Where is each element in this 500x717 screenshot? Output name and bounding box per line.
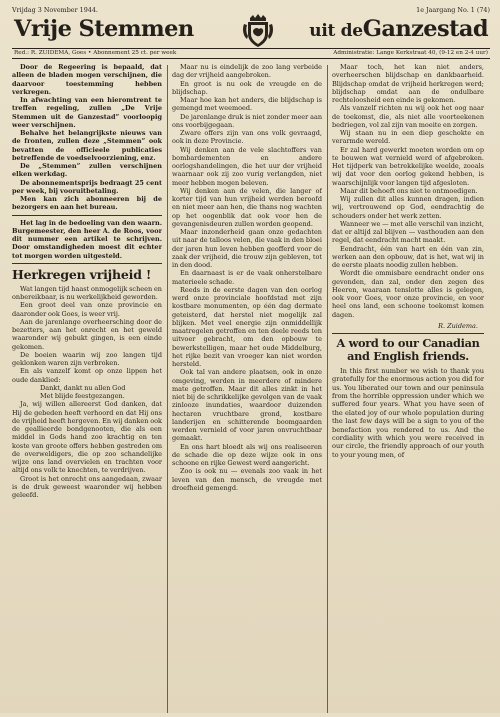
paragraph: De jarenlange druk is niet zonder meer aan ons voorbijgegaan.	[172, 112, 322, 129]
hymn-line: Dankt, dankt nu allen God	[40, 383, 126, 392]
paragraph: Maar dit behoeft ons niet te ontmoedigen.	[340, 186, 478, 195]
paragraph: Aan de jarenlange overheersching door de bezetters, aan het onrecht en het geweld waaronder wij gebukt gingen, is een einde gekomen.	[12, 317, 162, 351]
english-headline: A word to our Canadian and English friends.	[336, 335, 480, 363]
article-headline: Herkregen vrijheid !	[12, 266, 152, 282]
divider	[12, 215, 162, 216]
masthead-title-right	[309, 14, 488, 46]
masthead-title-left: Vrije Stemmen	[14, 16, 194, 42]
column-1	[12, 63, 162, 499]
author-signature: R. Zuidema.	[438, 321, 478, 330]
columns	[12, 59, 490, 717]
editorial-line	[12, 48, 490, 59]
article-body	[12, 285, 162, 500]
column-divider	[167, 65, 168, 713]
paragraph: En ons hart bloedt als wij ons realiseeren de schade die op deze wijze ook in ons schoone en rijke Gewest werd aangericht.	[172, 442, 322, 467]
paragraph: Door de Regeering is bepaald, dat alleen de bladen mogen verschijnen, die daarvoor toestemming hebben verkregen.	[12, 63, 162, 96]
paragraph: Behalve het belangrijkste nieuws van de fronten, zullen deze „Stemmen” ook bevatten de officieele publicaties betreffende de voedselvoorziening, enz.	[12, 129, 162, 162]
paragraph: De „Stemmen” zullen verschijnen elken werkdag.	[12, 162, 162, 179]
paragraph: Maar hoe kan het anders, die blijdschap is gemengd met weemoed.	[172, 96, 322, 113]
column-2	[172, 63, 322, 492]
paragraph: Eendracht, één van hart en één van zin, werken aan den opbouw, dat is het, wat wij in de eerste plaats noodig zullen hebben.	[332, 244, 484, 269]
masthead-ganzestad: Ganzestad	[362, 16, 488, 42]
paragraph: En daarnaast is er de vaak onherstelbare materieele schade.	[172, 269, 322, 286]
column-3	[332, 63, 484, 459]
masthead	[12, 14, 490, 48]
paragraph: In this first number we wish to thank you gratefully for the enormous action you did for us. You liberated our town and our peninsula from the horrible oppression under which we suffered four years. What you have seen of the elated joy of our whole population during the last few days will be a sign to you of the benefaction you rendered to us. And the cordiality with which you were received in our circle, the friendly approach of our youth to your young men, of	[332, 366, 484, 459]
paragraph: Wanneer we — met alle verschil van inzicht, dat er altijd zal blijven — vasthouden aan den regel, dat eendracht macht maakt.	[332, 219, 484, 245]
paragraph: Wat langen tijd haast onmogelijk scheen en onbereikbaar, is nu werkelijkheid geworden.	[12, 284, 162, 301]
masthead-uit-de: uit de	[309, 21, 363, 41]
paragraph: Maar nu is eindelijk de zoo lang verbeide dag der vrijheid aangebroken.	[172, 63, 322, 80]
paragraph: Maar inzonderheid gaan onze gedachten uit naar de talloos velen, die vaak in den bloei der jaren hun leven hebben geofferd voor de zaak der vrijheid, die trouw zijn gebleven, tot in den dood.	[172, 228, 322, 269]
paragraph: Reeds in de eerste dagen van den oorlog werd onze provinciale hoofdstad met zijn kostbare monumenten, op één dag dermate geteisterd, dat herstel niet mogelijk zal blijken. Met veel energie zijn onmiddellijk maatregelen getroffen en ten deele reeds ten uitvoer gebracht, om den opbouw te bewerkstelligen, maar het oude Middelburg, het rijke bezit van vroeger kan niet worden hersteld.	[172, 285, 322, 368]
paragraph: De abonnementsprijs bedraagt 25 cent per week, bij vooruitbetaling.	[12, 178, 162, 195]
paragraph: Men kan zich abonneeren bij de bezorgers en aan het bureau.	[12, 195, 162, 212]
paragraph: Ook tal van andere plaatsen, ook in onze omgeving, werden in meerdere of mindere mate getroffen. Maar dit alles zinkt in het niet bij de schrikkelijke gevolgen van de vaak zinlooze inundaties, waardoor duizenden hectaren vruchtbare grond, kostbare landerijen en schitterende boomgaarden werden vernield of voor jaren onvruchtbaar gemaakt.	[172, 368, 322, 443]
paragraph: Als vanzelf richten nu wij ook het oog naar de toekomst, die, als niet alle voorteekenen bedriegen, vol zal zijn van moeite en zorgen.	[332, 104, 484, 129]
paragraph: In afwachting van een hieromtrent te treffen regeling, zullen „De Vrije Stemmen uit de Ganzestad” voorloopig weer verschijnen.	[12, 96, 162, 129]
paragraph: Wordt die ommisbare eendracht onder ons gevonden, dan zal, onder den zegen des Heeren, waaraan tenslotte alles is gelegen, ook voor Goes, voor onze provincie, en voor heel ons land, een schoone toekomst komen dagen.	[332, 269, 484, 319]
paragraph: Wij staan nu in een diep geschokte en verarmde wereld.	[332, 129, 484, 146]
paragraph: Een groot deel van onze provincie en daaronder ook Goes, is weer vrij.	[12, 301, 162, 318]
coat-of-arms-icon	[240, 14, 276, 48]
dateline	[12, 6, 490, 14]
paragraph: Wij zullen dit alles kunnen dragen, indien wij, vertrouwend op God, eendrachtig de schouders onder het werk zetten.	[332, 195, 484, 220]
paragraph: Zoo is ook nu — evenals zoo vaak in het leven van den mensch, de vreugde met droefheid gemengd.	[172, 467, 322, 492]
paragraph: Er zal hard gewerkt moeten worden om op te bouwen wat vernield werd of afgebroken. Het tijdperk van betrekkelijke weelde, zooals wij dat voor den oorlog gekend hebben, is waarschijnlijk voor langen tijd afgesloten.	[332, 145, 484, 187]
paragraph: Maar toch, het kan niet anders, overheerschen blijdschap en dankbaarheid. Blijdschap omdat de vrijheid herkregen werd; blijdschap omdat aan de ondulbare rechteloosheid een einde is gekomen.	[332, 63, 484, 104]
paragraph: En als vanzelf komt op onze lippen het oude danklied:	[12, 367, 162, 384]
hymn-line: Met blijde feestgezangen.	[40, 392, 125, 400]
administration-info: Administratie: Lange Kerkstraat 40, (9-12 en 2-4 uur)	[333, 50, 488, 56]
announcement	[12, 63, 162, 212]
notice-box	[12, 219, 162, 260]
english-article	[332, 367, 484, 459]
editor-info: Red.: R. ZUIDEMA, Goes • Abonnement 25 ct. per week	[14, 50, 177, 56]
column-divider	[327, 65, 328, 713]
paragraph: Wij denken aan de velen, die langer of korter tijd van hun vrijheid werden beroofd en niet meer aan hen, die thans nog wachten op het oogenblik dat ook voor hen de gevangenisdeuren zullen worden geopend.	[172, 186, 322, 228]
divider	[12, 263, 162, 264]
paragraph: Groot is het onrecht ons aangedaan, zwaar is de druk geweest waaronder wij hebben geleefd.	[12, 474, 162, 499]
paragraph: Het lag in de bedoeling van den waarn. Burgemeester, den heer A. de Roos, voor dit nummer een artikel te schrijven. Door omstandigheden moest dit echter tot morgen worden uitgesteld.	[12, 218, 162, 260]
issue-volume: 1e Jaargang No. 1 (74)	[416, 6, 490, 14]
paragraph: En groot is nu ook de vreugde en de blijdschap.	[172, 79, 322, 96]
paragraph: Ja, wij willen allereerst God danken, dat Hij de gebeden heeft verhoord en dat Hij ons de vrijheid heeft hergeven. En wij danken ook de geallieerde bondgenooten, die als een middel in Gods hand zoo krachtig en ten koste van groote offers hebben gestreden om de overweldigers, die op zoo schandelijke wijze ons land overvielen en trachten voor altijd ons volk te knechten, te verdrijven.	[12, 400, 162, 475]
issue-date: Vrijdag 3 November 1944.	[12, 6, 98, 14]
paragraph: Wij denken aan de vele slachtoffers van bombardementen en andere oorlogshandelingen, die het uur der vrijheid waarnaar ook zij zoo vurig verlangden, niet meer hebben mogen beleven.	[172, 145, 322, 187]
paragraph: De boeien waarin wij zoo langen tijd geklonken waren zijn verbroken.	[12, 350, 162, 367]
paragraph: Zware offers zijn van ons volk gevraagd, ook in deze Provincie.	[172, 129, 322, 146]
divider	[332, 333, 484, 334]
